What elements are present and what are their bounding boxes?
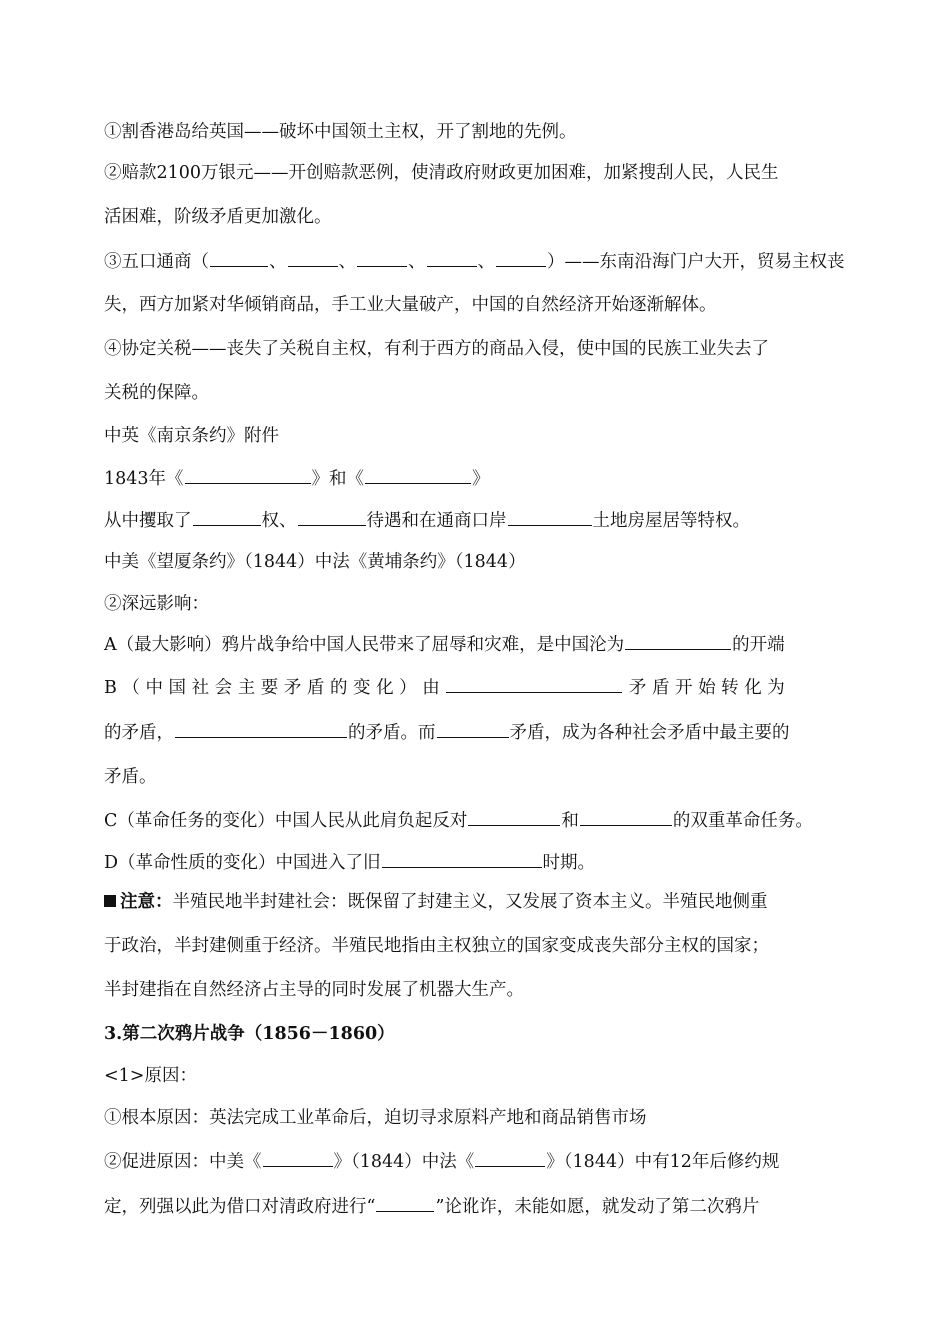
text-line-5: 失，西方加紧对华倾销商品，手工业大量破产，中国的自然经济开始逐渐解体。	[104, 295, 717, 315]
text-line-18: D（革命性质的变化）中国进入了旧 时期。	[104, 850, 595, 875]
blank-revision[interactable]	[376, 1194, 434, 1212]
blank-port-4[interactable]	[427, 249, 477, 267]
blank-treaty-fr[interactable]	[475, 1149, 545, 1167]
text-line-20: 于政治，半封建侧重于经济。半殖民地指由主权独立的国家变成丧失部分主权的国家；	[104, 936, 769, 956]
text-line-6: ④协定关税——丧失了关税自主权，有利于西方的商品入侵，使中国的民族工业失去了	[104, 339, 769, 359]
text-line-12: ②深远影响：	[104, 594, 209, 614]
blank-port-2[interactable]	[288, 249, 338, 267]
text-line-19: 注意：半殖民地半封建社会：既保留了封建主义，又发展了资本主义。半殖民地侧重	[104, 890, 768, 914]
text-line-2: ②赔款2100万银元——开创赔款恶例，使清政府财政更加困难，加紧搜刮人民，人民生	[104, 163, 779, 183]
blank-contradiction-2[interactable]	[175, 720, 347, 738]
blank-port-3[interactable]	[357, 249, 407, 267]
text-line-7: 关税的保障。	[104, 383, 209, 403]
blank-port-5[interactable]	[496, 249, 546, 267]
section-heading: 3.第二次鸦片战争（1856－1860）	[104, 1024, 395, 1044]
text-line-11: 中美《望厦条约》（1844）中法《黄埔条约》（1844）	[104, 552, 526, 572]
text-line-15: 的矛盾， 的矛盾。而 矛盾，成为各种社会矛盾中最主要的	[104, 720, 790, 745]
blank-task-2[interactable]	[580, 808, 672, 826]
black-square-bullet-icon	[104, 895, 116, 907]
text-line-3: 活困难，阶级矛盾更加激化。	[104, 207, 332, 227]
blank-revolution-type[interactable]	[382, 850, 542, 868]
text-line-1: ①割香港岛给英国——破坏中国领土主权，开了割地的先例。	[104, 122, 577, 142]
text-line-17: C（革命任务的变化）中国人民从此肩负起反对 和 的双重革命任务。	[104, 808, 813, 833]
blank-contradiction-3[interactable]	[437, 720, 509, 738]
blank-privilege-2[interactable]	[298, 508, 366, 526]
text-line-25: ②促进原因：中美《 》（1844）中法《 》（1844）中有12年后修约规	[104, 1149, 779, 1174]
text-line-9: 1843年《 》和《 》	[104, 466, 490, 491]
blank-privilege-3[interactable]	[508, 508, 592, 526]
blank-task-1[interactable]	[468, 808, 560, 826]
text-line-14: B （ 中 国 社 会 主 要 矛 盾 的 变 化 ） 由 矛 盾 开 始 转 化 为	[104, 675, 785, 700]
note-label: 注意：	[120, 892, 173, 912]
text-line-10: 从中攫取了 权、 待遇和在通商口岸 土地房屋居等特权。	[104, 508, 750, 533]
blank-treaty-1[interactable]	[185, 466, 311, 484]
text-line-23: <1>原因：	[104, 1066, 197, 1086]
text-line-4: ③五口通商（ 、 、 、 、 ）——东南沿海门户大开，贸易主权丧	[104, 249, 845, 274]
blank-port-1[interactable]	[210, 249, 268, 267]
text-line-21: 半封建指在自然经济占主导的同时发展了机器大生产。	[104, 980, 524, 1000]
blank-treaty-2[interactable]	[365, 466, 471, 484]
blank-contradiction-1[interactable]	[446, 675, 622, 693]
blank-treaty-us[interactable]	[263, 1149, 333, 1167]
text-line-24: ①根本原因：英法完成工业革命后，迫切寻求原料产地和商品销售市场	[104, 1108, 647, 1128]
text-line-26: 定，列强以此为借口对清政府进行“ ”论讹诈，未能如愿，就发动了第二次鸦片	[104, 1194, 759, 1219]
blank-semi-colonial[interactable]	[625, 632, 731, 650]
blank-privilege-1[interactable]	[193, 508, 261, 526]
text-line-13: A（最大影响）鸦片战争给中国人民带来了屈辱和灾难，是中国沦为 的开端	[104, 632, 785, 657]
text-line-8: 中英《南京条约》附件	[104, 426, 279, 446]
text-line-16: 矛盾。	[104, 767, 157, 787]
